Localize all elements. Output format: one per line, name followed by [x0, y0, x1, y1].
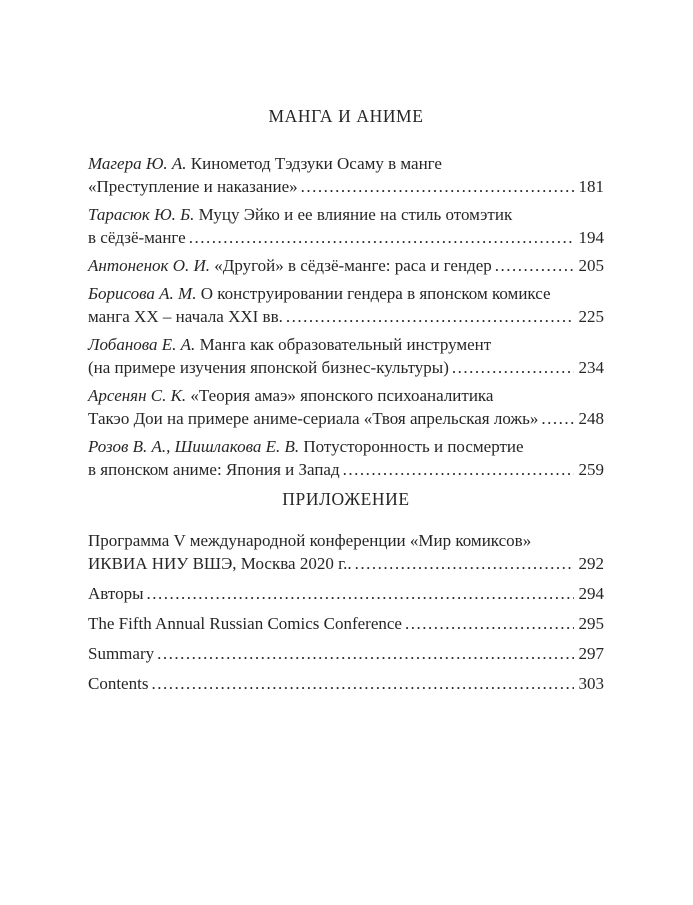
toc-entry-line — [88, 226, 604, 249]
toc-entry-title: Summary — [88, 644, 155, 663]
toc-entry — [88, 254, 604, 277]
toc-entry-title: «Преступление и наказание» — [88, 177, 298, 196]
dot-leader — [495, 254, 574, 277]
toc-entry — [88, 529, 604, 575]
toc-entry-line — [88, 333, 604, 356]
toc-entry-page-number: 248 — [578, 409, 604, 428]
toc-entry-title: манга XX – начала XXI вв. — [88, 307, 283, 326]
toc-entry — [88, 435, 604, 481]
dot-leader — [286, 305, 574, 328]
toc-entry — [88, 612, 604, 635]
toc-entry-author: Арсенян С. К. — [88, 386, 187, 405]
toc-entry-page-number: 297 — [578, 644, 604, 663]
toc-entry-page-number: 181 — [578, 177, 604, 196]
toc-entry-line — [88, 435, 604, 458]
toc-entry-title: Манга как образовательный инструмент — [199, 335, 492, 354]
toc-entry-author: Магера Ю. А. — [88, 154, 187, 173]
dot-leader — [541, 407, 573, 430]
dot-leader — [189, 226, 574, 249]
toc-entry-line — [88, 356, 604, 379]
toc-entry-title: «Теория амаэ» японского психоаналитика — [190, 386, 494, 405]
toc-entry-title: Потусторонность и посмертие — [303, 437, 524, 456]
toc-entry-author: Антоненок О. И. — [88, 256, 211, 275]
toc-entry-line — [88, 152, 604, 175]
toc-entry-page-number: 205 — [578, 256, 604, 275]
dot-leader — [147, 582, 574, 605]
toc-entry-line — [88, 175, 604, 198]
toc-entry — [88, 152, 604, 198]
toc-entry-page-number: 234 — [578, 358, 604, 377]
toc-entry-line — [88, 612, 604, 635]
dot-leader — [405, 612, 574, 635]
toc-entry-author: Лобанова Е. А. — [88, 335, 196, 354]
toc-entry-title: Муцу Эйко и ее влияние на стиль отомэтик — [198, 205, 513, 224]
section-prilozhenie — [88, 487, 604, 695]
toc-entry-line — [88, 407, 604, 430]
toc-entry-page-number: 259 — [578, 460, 604, 479]
toc-entry — [88, 582, 604, 605]
section-heading-prilozhenie: ПРИЛОЖЕНИЕ — [282, 489, 410, 509]
toc-entry-line — [88, 552, 604, 575]
toc-entry — [88, 203, 604, 249]
toc-entry — [88, 384, 604, 430]
toc-entry-author: Борисова А. М. — [88, 284, 197, 303]
toc-entry — [88, 333, 604, 379]
toc-entry-line — [88, 458, 604, 481]
section-heading-manga-anime: МАНГА И АНИМЕ — [268, 106, 424, 126]
section-manga-anime — [88, 104, 604, 481]
toc-entry-line — [88, 384, 604, 407]
toc-entry-title: в сёдзё-манге — [88, 228, 186, 247]
toc-entry-line — [88, 582, 604, 605]
toc-entry — [88, 282, 604, 328]
toc-entry-line — [88, 305, 604, 328]
dot-leader — [157, 642, 573, 665]
toc-entry-line: Программа V международной конференции «Мир комиксов» — [88, 531, 532, 550]
toc-entry-author: Тарасюк Ю. Б. — [88, 205, 195, 224]
toc-entry-line — [88, 282, 604, 305]
toc-entry — [88, 642, 604, 665]
toc-entry-title: The Fifth Annual Russian Comics Conference — [88, 614, 402, 633]
toc-entry-line — [88, 642, 604, 665]
toc-entry-page-number: 225 — [578, 307, 604, 326]
dot-leader — [301, 175, 574, 198]
toc-entry-title: Кинометод Тэдзуки Осаму в манге — [190, 154, 442, 173]
dot-leader — [355, 552, 574, 575]
toc-entry-page-number: 292 — [578, 554, 604, 573]
dot-leader — [151, 672, 573, 695]
toc-entry-title: Авторы — [88, 584, 144, 603]
toc-entry-page-number: 295 — [578, 614, 604, 633]
toc-entry-line — [88, 672, 604, 695]
toc-entry-line — [88, 203, 604, 226]
toc-entry-title: Contents — [88, 674, 149, 693]
toc-entry-title: ИКВИА НИУ ВШЭ, Москва 2020 г.. — [88, 554, 352, 573]
toc-entry-title: в японском аниме: Япония и Запад — [88, 460, 340, 479]
toc-entry-page-number: 303 — [578, 674, 604, 693]
toc-entry-line — [88, 254, 604, 277]
dot-leader — [343, 458, 574, 481]
toc-entry-title-text: «Другой» в сёдзё-манге: раса и гендер — [214, 256, 492, 275]
toc-entry-author: Розов В. А., Шишлакова Е. В. — [88, 437, 300, 456]
toc-entry-title — [88, 254, 492, 277]
toc-entry-page-number: 194 — [578, 228, 604, 247]
toc-entry-title: О конструировании гендера в японском комиксе — [200, 284, 551, 303]
dot-leader — [452, 356, 574, 379]
toc-entry-title: Такэо Дои на примере аниме-сериала «Твоя апрельская ложь» — [88, 409, 539, 428]
toc-entry — [88, 672, 604, 695]
toc-entry-title: (на примере изучения японской бизнес-культуры) — [88, 358, 449, 377]
toc-entry-page-number: 294 — [578, 584, 604, 603]
